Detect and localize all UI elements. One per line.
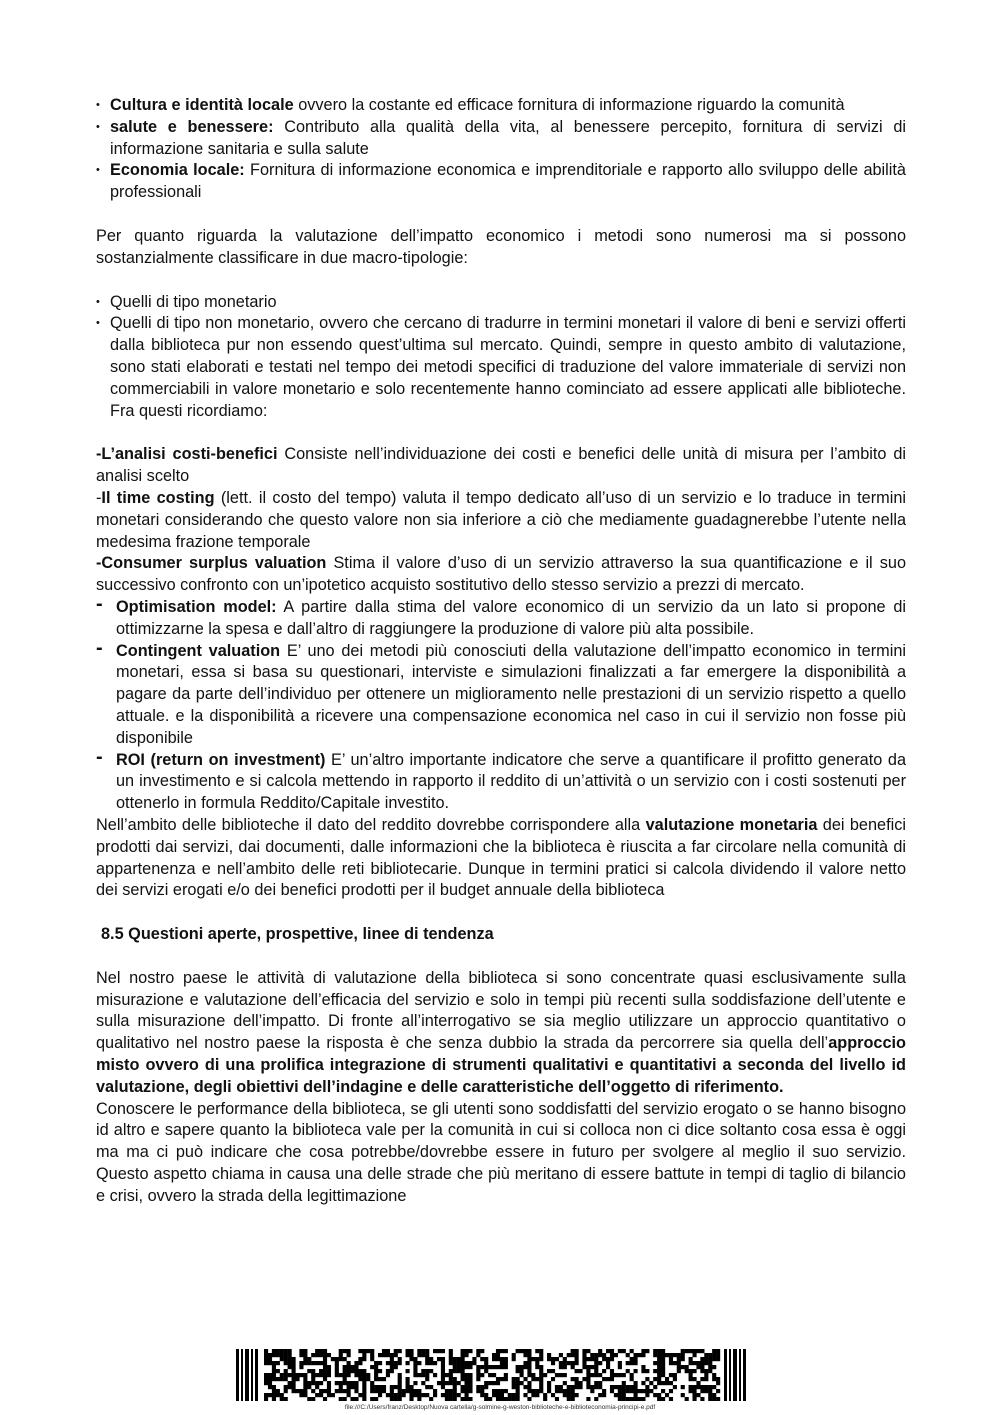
list-item: • Cultura e identità locale ovvero la costante ed efficace fornitura di informazione riguardo la comunità <box>96 95 906 117</box>
section-heading: 8.5 Questioni aperte, prospettive, linee di tendenza <box>101 925 494 944</box>
intro-paragraph: Per quanto riguarda la valutazione dell’impatto economico i metodi sono numerosi ma si possono sostanzialmente classificare in due macro-tipologie: <box>96 226 906 267</box>
method-cost-benefit: -L’analisi costi-benefici Consiste nell’individuazione dei costi e benefici delle unità di misura per l’ambito di analisi scelto <box>96 445 906 486</box>
method-consumer-surplus: -Consumer surplus valuation Stima il valore d’uso di un servizio attraverso la sua quantificazione e il suo successivo confronto con un’ipotetico acquisto sostitutivo dello stesso servizio a prezzi di mercato. <box>96 554 907 595</box>
list-item: • Quelli di tipo non monetario, ovvero che cercano di tradurre in termini monetari il valore di beni e servizi offerti dalla biblioteca pur non essendo quest’ultima sul mercato. Quindi, sempre in questo ambito di valutazione, sono stati elaborati e testati nel tempo dei metodi specifici di traduzione del valore immateriale di servizi non commerciabili in valore monetario e solo recentemente hanno cominciato ad essere applicati alle biblioteche. Fra questi ricordiamo: <box>96 313 906 422</box>
list-item: - Contingent valuation E’ uno dei metodi più conosciuti della valutazione dell’impatto economico in termini monetari, essa si basa su questionari, interviste e simulazioni finalizzati a far emergere la disponibilità a pagare da parte dell’individuo per ottenere un miglioramento nelle prestazioni di un servizio rispetto a quello attuale. e la disponibilità a ricevere una compensazione economica nel caso in cui il servizio non fosse più disponibile <box>96 641 906 750</box>
list-item: - Optimisation model: A partire dalla stima del valore economico di un servizio da un lato si propone di ottimizzarne la spesa e dall’altro di raggiungere la produzione di valore più alta possibile. <box>96 597 906 641</box>
roi-paragraph: Nell’ambito delle biblioteche il dato del reddito dovrebbe corrispondere alla valutazione monetaria dei benefici prodotti dai servizi, dai documenti, dalle informazioni che la biblioteca è riuscita a far circolare nella comunità di appartenenza e nell’ambito delle reti bibliotecarie. Dunque in termini pratici si calcola dividendo il valore netto dei servizi erogati e/o dei benefici prodotti per il budget annuale della biblioteca <box>96 815 906 900</box>
impact-areas-list <box>96 95 906 204</box>
method-types-list <box>96 292 906 423</box>
valuation-models-list <box>96 597 906 815</box>
footer-file-path: file:///C:/Users/franz/Desktop/Nuova cartella/g-solmine-g-weston-biblioteche-e-biblioteconomia-principi-e.pdf <box>344 1404 656 1411</box>
list-item: - ROI (return on investment) E’ un’altro importante indicatore che serve a quantificare il profitto generato da un investimento e si calcola mettendo in rapporto il reddito di un’attività o un servizio con i costi sostenuti per ottenerlo in formula Reddito/Capitale investito. <box>96 750 906 815</box>
closing-paragraph: Conoscere le performance della biblioteca, se gli utenti sono soddisfatti del servizio erogato o se hanno bisogno id altro e sapere quanto la biblioteca vale per la comunità in cui si colloca non ci dice soltanto cosa essa è oggi ma ma ci può indicare che cosa potrebbe/dovrebbe essere in futuro per svolgere al meglio il suo servizio. Questo aspetto chiama in causa una delle strade che più meritano di essere battute in tempi di taglio di bilancio e crisi, ovvero la strada della legittimazione <box>96 1099 906 1205</box>
list-item: • Economia locale: Fornitura di informazione economica e imprenditoriale e rapporto allo sviluppo delle abilità professionali <box>96 160 906 204</box>
barcode-image <box>236 1349 746 1401</box>
list-item: • Quelli di tipo monetario <box>96 292 906 314</box>
method-time-costing: -Il time costing (lett. il costo del tempo) valuta il tempo dedicato all’uso di un servizio e lo traduce in termini monetari considerando che questo valore non sia inferiore a ciò che mediamente guadagnerebbe l’utente nella medesima frazione temporale <box>96 488 906 551</box>
list-item: • salute e benessere: Contributo alla qualità della vita, al benessere percepito, fornitura di servizi di informazione sanitaria e sulla salute <box>96 117 906 161</box>
section-paragraph: Nel nostro paese le attività di valutazione della biblioteca si sono concentrate quasi esclusivamente sulla misurazione e valutazione dell’efficacia del servizio e solo in tempi più recenti sulla soddisfazione dell’utente e sulla misurazione dell’impatto. Di fronte all’interrogativo se sia meglio utilizzare un approccio quantitativo o qualitativo nel nostro paese la risposta è che senza dubbio la strada da percorrere sia quella dell’approccio misto ovvero di una prolifica integrazione di strumenti qualitativi e quantitativi a seconda del livello id valutazione, degli obiettivi dell’indagine e delle caratteristiche dell’oggetto di riferimento. <box>96 968 906 1096</box>
document-page <box>96 95 906 1208</box>
